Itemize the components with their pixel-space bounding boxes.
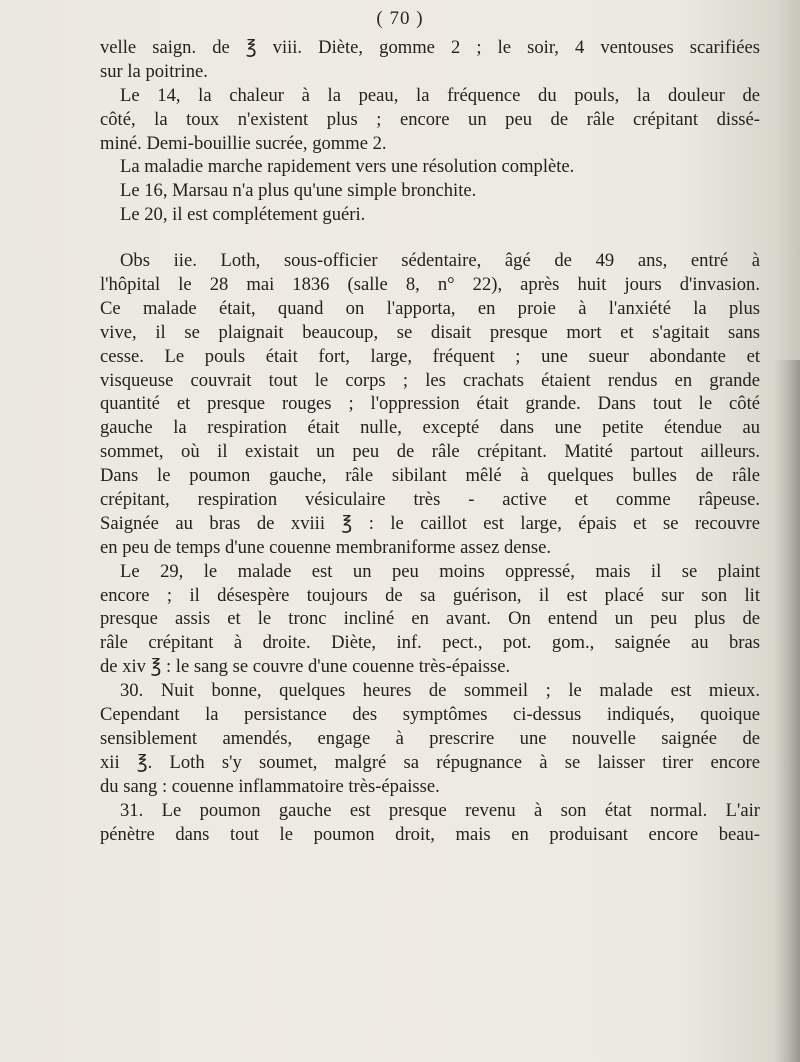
text-line: côté, la toux n'existent plus ; encore un peu de râle crépitant dissé-	[100, 108, 760, 130]
text-line: sensiblement amendés, engage à prescrire une nouvelle saignée de	[100, 727, 760, 749]
paragraph	[100, 249, 760, 560]
paragraph	[100, 84, 760, 156]
text-line: 30. Nuit bonne, quelques heures de sommeil ; le malade est mieux.	[120, 680, 760, 702]
text-line: Le 14, la chaleur à la peau, la fréquence du pouls, la douleur de	[120, 84, 760, 106]
text-line: encore ; il désespère toujours de sa guérison, il est placé sur son lit	[100, 584, 760, 606]
text-line: sommet, où il existait un peu de râle crépitant. Matité partout ailleurs.	[100, 441, 760, 463]
paragraph	[100, 560, 760, 679]
text-line: Le 16, Marsau n'a plus qu'une simple bronchite.	[120, 180, 477, 202]
paragraph	[100, 179, 760, 203]
text-line: Obs iie. Loth, sous-officier sédentaire, âgé de 49 ans, entré à	[120, 250, 760, 272]
text-line: Dans le poumon gauche, râle sibilant mêlé à quelques bulles de râle	[100, 465, 760, 487]
text-line: cesse. Le pouls était fort, large, fréquent ; une sueur abondante et	[100, 345, 760, 367]
text-line: en peu de temps d'une couenne membraniforme assez dense.	[100, 536, 551, 558]
text-line: Cependant la persistance des symptômes ci-dessus indiqués, quoique	[100, 704, 760, 726]
text-line: vive, il se plaignait beaucoup, se disait presque mort et s'agitait sans	[100, 321, 760, 343]
text-line: miné. Demi-bouillie sucrée, gomme 2.	[100, 132, 387, 154]
text-line: du sang : couenne inflammatoire très-épaisse.	[100, 775, 440, 797]
paragraph	[100, 203, 760, 227]
text-line: crépitant, respiration vésiculaire très - active et comme râpeuse.	[100, 489, 760, 511]
paragraph	[100, 36, 760, 84]
text-line: Le 29, le malade est un peu moins oppressé, mais il se plaint	[120, 560, 760, 582]
text-line: quantité et presque rouges ; l'oppression était grande. Dans tout le côté	[100, 393, 760, 415]
text-line: xii ℥. Loth s'y soumet, malgré sa répugnance à se laisser tirer encore	[100, 751, 760, 773]
text-line: Ce malade était, quand on l'apporta, en proie à l'anxiété la plus	[100, 297, 760, 319]
text-line: râle crépitant à droite. Diète, inf. pect., pot. gom., saignée au bras	[100, 632, 760, 654]
paragraph-gap	[100, 227, 760, 249]
text-line: l'hôpital le 28 mai 1836 (salle 8, n° 22), après huit jours d'invasion.	[100, 274, 760, 296]
text-line: presque assis et le tronc incliné en avant. On entend un peu plus de	[100, 608, 760, 630]
text-line: de xiv ℥ : le sang se couvre d'une couenne très-épaisse.	[100, 656, 511, 678]
paragraph	[100, 799, 760, 847]
body-text	[100, 36, 760, 846]
paragraph	[100, 679, 760, 798]
paragraph	[100, 155, 760, 179]
text-line: La maladie marche rapidement vers une résolution complète.	[120, 156, 575, 178]
text-line: Le 20, il est complétement guéri.	[120, 204, 366, 226]
page-edge-shadow	[774, 360, 800, 1062]
page-number: ( 70 )	[376, 8, 424, 29]
text-line: visqueuse couvrait tout le corps ; les crachats étaient rendus en grande	[100, 369, 760, 391]
text-line: gauche la respiration était nulle, excepté dans une petite étendue au	[100, 417, 760, 439]
text-line: Saignée au bras de xviii ℥ : le caillot est large, épais et se recouvre	[100, 512, 760, 534]
text-line: sur la poitrine.	[100, 60, 208, 82]
text-line: velle saign. de ℥ viii. Diète, gomme 2 ; le soir, 4 ventouses scarifiées	[100, 37, 760, 58]
text-line: 31. Le poumon gauche est presque revenu à son état normal. L'air	[120, 799, 760, 821]
text-line: pénètre dans tout le poumon droit, mais en produisant encore beau-	[100, 823, 760, 845]
